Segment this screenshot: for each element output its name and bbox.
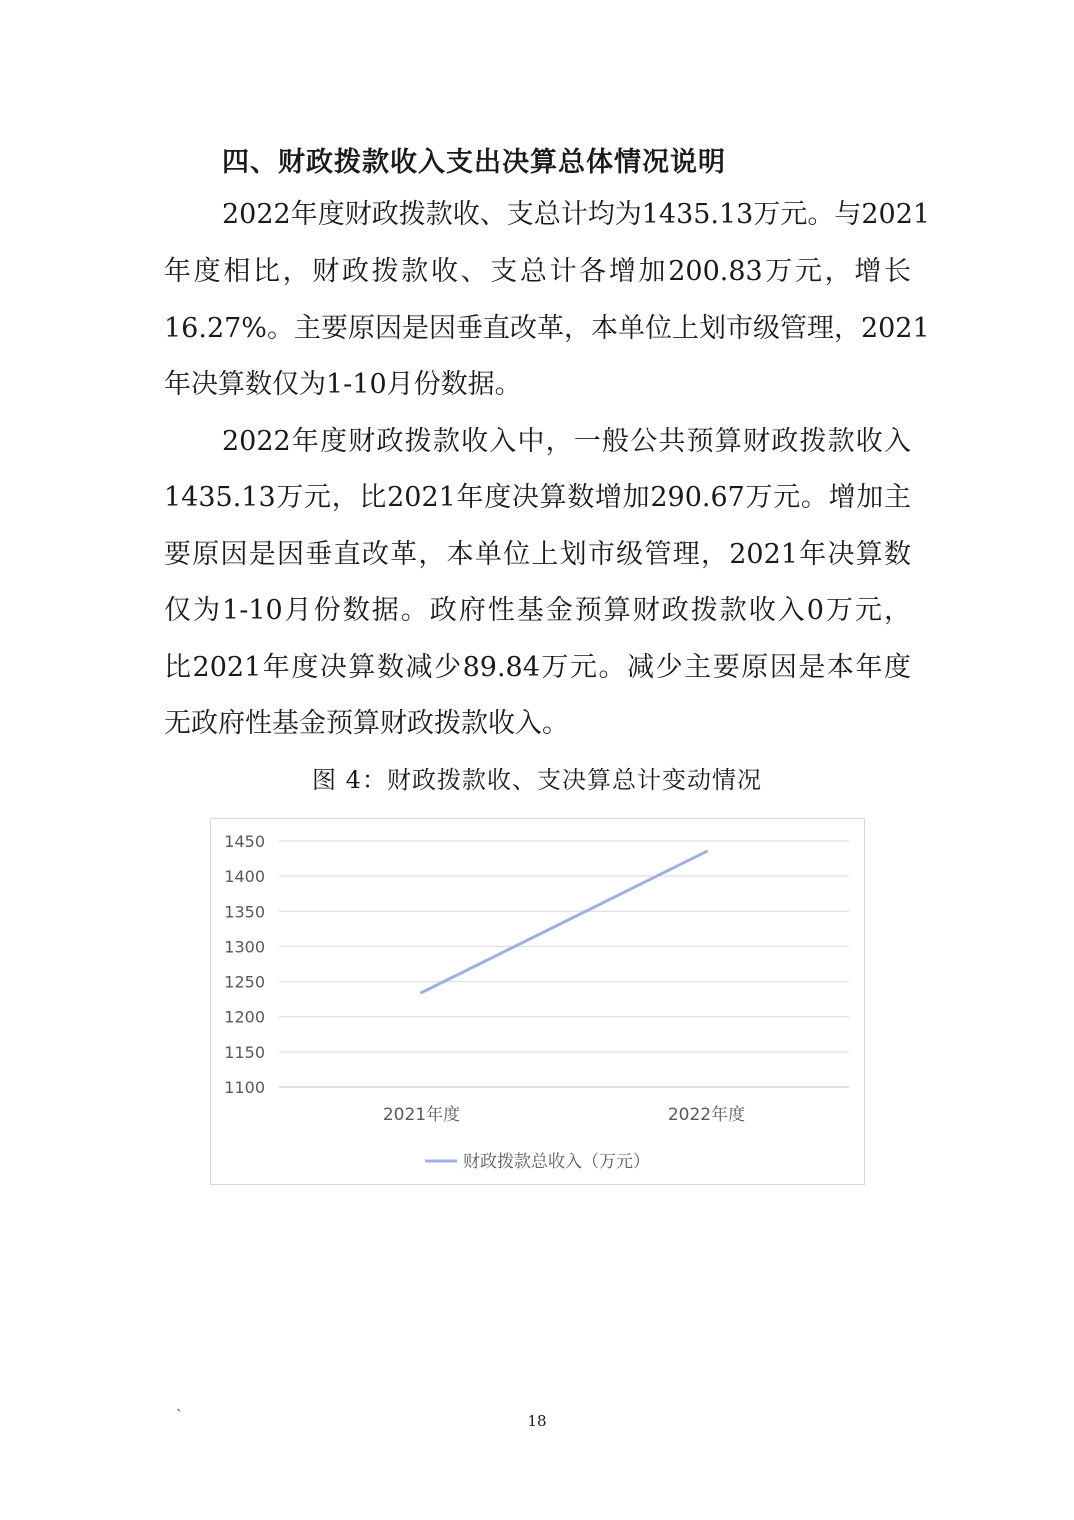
paragraph-2-line-2: 1435.13万元，比2021年度决算数增加290.67万元。增加主 (164, 482, 911, 513)
paragraph-2-line-6: 无政府性基金预算财政拨款收入。 (164, 708, 569, 739)
y-tick-label: 1200 (224, 1007, 265, 1027)
paragraph-1-line-2: 年度相比，财政拨款收、支总计各增加200.83万元，增长 (164, 256, 911, 287)
y-tick-label: 1450 (224, 832, 265, 851)
paragraph-2-line-5: 比2021年度决算数减少89.84万元。减少主要原因是本年度 (164, 652, 911, 683)
line-chart (210, 818, 865, 1185)
paragraph-1-line-3: 16.27%。主要原因是因垂直改革，本单位上划市级管理，2021 (164, 313, 930, 344)
x-tick-label: 2022年度 (667, 1105, 746, 1125)
paragraph-2-line-3: 要原因是因垂直改革，本单位上划市级管理，2021年决算数 (164, 539, 911, 570)
x-tick-label: 2021年度 (382, 1105, 461, 1125)
y-tick-label: 1400 (224, 867, 265, 887)
paragraph-1-line-4: 年决算数仅为1-10月份数据。 (164, 369, 522, 400)
series-line (422, 851, 707, 992)
paragraph-2-line-4: 仅为1-10月份数据。政府性基金预算财政拨款收入0万元， (164, 595, 911, 626)
paragraph-2-line-1: 2022年度财政拨款收入中，一般公共预算财政拨款收入 (222, 426, 911, 457)
chart-canvas (211, 819, 864, 1184)
y-tick-label: 1350 (224, 902, 265, 922)
y-tick-label: 1100 (224, 1078, 265, 1097)
legend-label: 财政拨款总收入（万元） (463, 1152, 650, 1172)
y-tick-label: 1150 (224, 1042, 265, 1062)
figure-caption: 图 4：财政拨款收、支决算总计变动情况 (312, 766, 762, 794)
y-tick-label: 1250 (224, 972, 265, 992)
y-tick-label: 1300 (224, 937, 265, 957)
footer-mark: ` (176, 1408, 183, 1424)
paragraph-1-line-1: 2022年度财政拨款收、支总计均为1435.13万元。与2021 (222, 199, 931, 230)
section-heading: 四、财政拨款收入支出决算总体情况说明 (222, 147, 726, 178)
page-number: 18 (527, 1412, 547, 1430)
